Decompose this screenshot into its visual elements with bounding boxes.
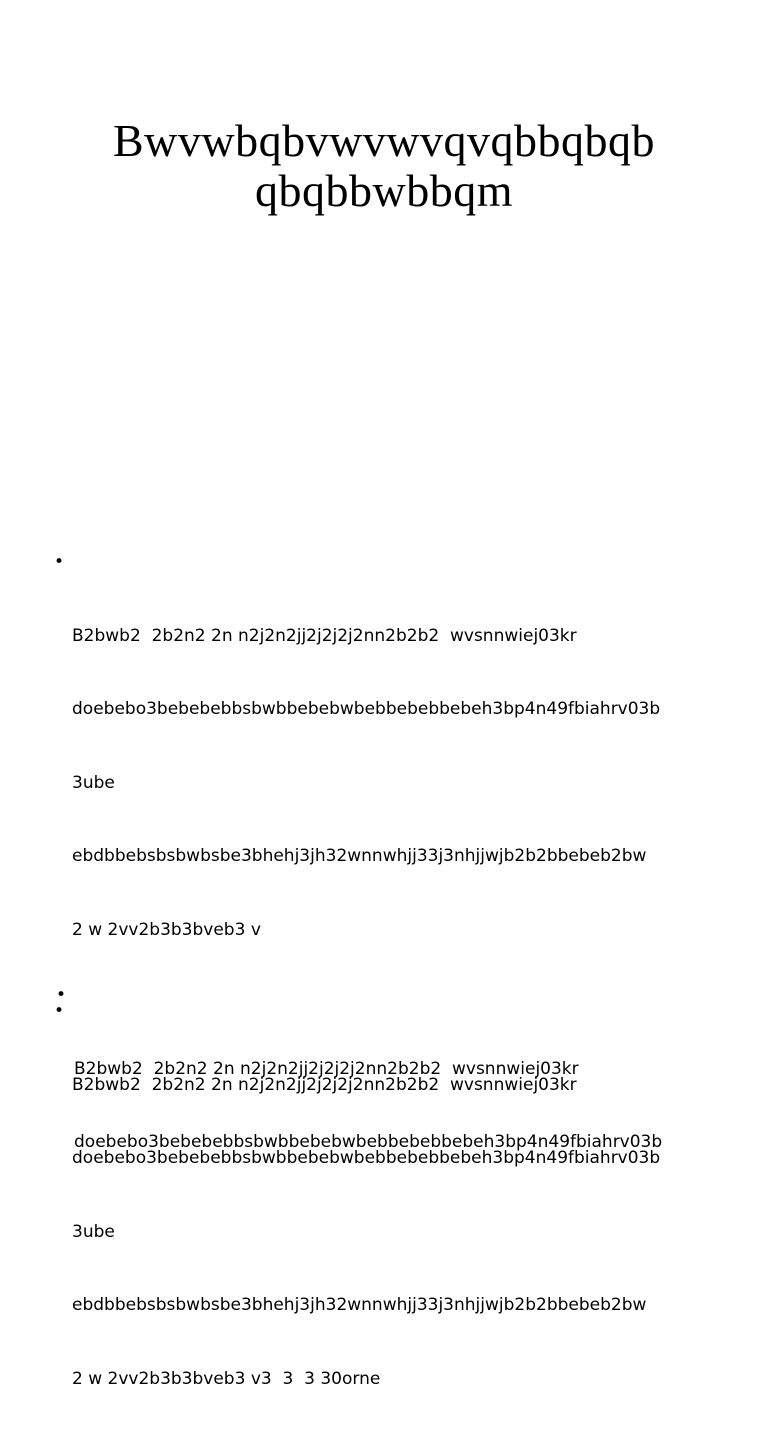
bullet-item-1 [50, 550, 710, 991]
bullet-1-line-4: ebdbbebsbsbwbsbe3bhehj3jh32wnnwhjj33j3nhjjwjb2b2bbebeb2bw [72, 846, 647, 866]
slide-title [40, 116, 728, 216]
bullet-2-line-3: 3ube [72, 1221, 115, 1242]
bullet-dot: • [54, 552, 65, 572]
bullet-2-line-1: B2bwb2 2b2n2 2n n2j2n2jj2j2j2j2nn2b2b2 wvsnnwiej03kr [72, 1074, 577, 1095]
slide-title-line-2: qbqbbwbbqm [255, 165, 513, 216]
bullet-1-line-5: 2 w 2vv2b3b3bveb3 v [72, 919, 261, 940]
slide-title-line-1: Bwvwbqbvwvwvqvqbbqbqb [112, 115, 656, 166]
bullet-2-line-5: 2 w 2vv2b3b3bveb3 v3 3 3 30orne [72, 1368, 381, 1389]
next-bullet-line-1: B2bwb2 2b2n2 2n n2j2n2jj2j2j2j2nn2b2b2 wvsnnwiej03kr [74, 1058, 579, 1079]
bullet-2-line-2: doebebo3bebebebbsbwbbebebwbebbebebbebeh3bp4n49fbiahrv03b [72, 1148, 661, 1168]
bullet-2-line-4: ebdbbebsbsbwbsbe3bhehj3jh32wnnwhjj33j3nhjjwjb2b2bbebeb2bw [72, 1295, 647, 1315]
bullet-1-line-3: 3ube [72, 772, 115, 793]
bullet-dot: • [54, 1001, 65, 1021]
next-slide-bullet-item [52, 983, 752, 1204]
bullet-dot: • [56, 985, 67, 1005]
bullet-1-line-2: doebebo3bebebebbsbwbbebebwbebbebebbebeh3bp4n49fbiahrv03b [72, 699, 661, 719]
bullet-1-line-1: B2bwb2 2b2n2 2n n2j2n2jj2j2j2j2nn2b2b2 wvsnnwiej03kr [72, 625, 577, 646]
next-bullet-line-2: doebebo3bebebebbsbwbbebebwbebbebebbebeh3bp4n49fbiahrv03b [74, 1132, 663, 1152]
next-slide-bullet-list [52, 983, 752, 1204]
